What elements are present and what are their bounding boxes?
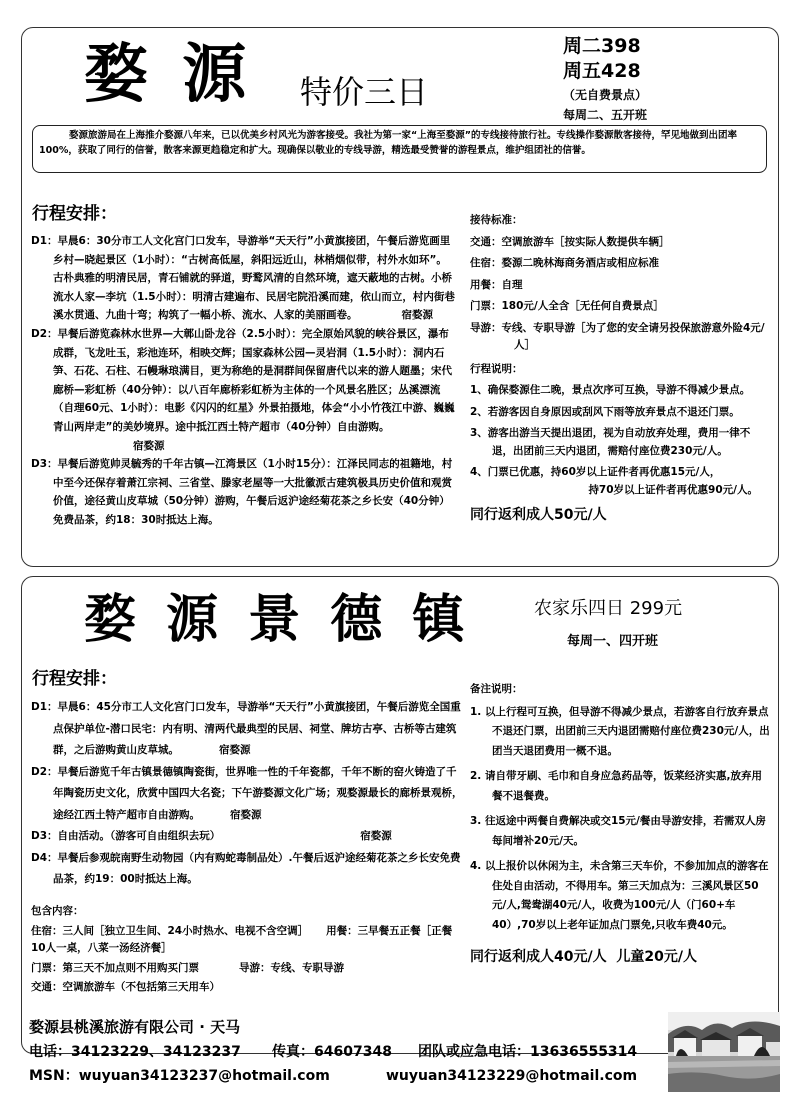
stay-line: 住宿：三人间［独立卫生间、24小时热水、电视不含空调］: [31, 924, 309, 937]
schedule-text: 每周二、五开班: [563, 108, 648, 122]
hotel-line: 住宿：婺源二晚林海商务酒店或相应标准: [470, 257, 659, 269]
day2-stay-2: 宿婺源: [230, 808, 262, 821]
day4-text-2: D4：早餐后参观皖南野生动物园（内有购蛇毒制品处）.午餐后返沪途经菊花茶之乡长安免费品茶，约19：00时抵达上海。: [31, 851, 461, 885]
email-contact[interactable]: wuyuan34123229@hotmail.com: [386, 1068, 638, 1084]
ticket-line: 门票：180元/人全含［无任何自费景点］: [470, 300, 664, 312]
schedule-text-2: 每周一、四开班: [567, 634, 659, 649]
day3-text-2: D3：自由活动。（游客可自由组织去玩）: [31, 830, 221, 842]
intro-paragraph: 婺源旅游局在上海推介婺源八年来，已以优美乡村风光为游客接受。我社为第一家“上海至婺源”的专线接待旅行社。专线操作婺源散客接待，罕见地做到出团率100%，获取了同行的信誉，散客来源更趋稳定和扩大。现确保以敬业的专线导游，精选最受赞誉的游程景点，维护组团社的信誉。: [32, 125, 767, 173]
remark-4: 4. 以上报价以休闲为主，未含第三天车价，不参加加点的游客在住处自由活动，不得用车。第三天加点为：三溪风景区50元/人,鸳鸯湖40元/人，收费为100元/人（门60+车40）,70岁以上老年证加点门票免,只收车费40元。: [470, 860, 769, 931]
day3-block-2: [31, 826, 463, 848]
day2-text-2: D2：早餐后游览千年古镇景德镇陶瓷街，世界唯一性的千年瓷都，千年不断的窑火铸造了千年陶瓷历史文化，欣赏中国四大名瓷；下午游婺源文化广场；观婺源最长的廊桥景观桥，途经江西土特产超市自由游购。: [31, 765, 463, 821]
day3-text: D3：早餐后游览帅灵毓秀的千年古镇—江湾景区（1小时15分）：江泽民同志的祖籍地，村中至今还保存着萧江宗祠、三省堂、滕家老屋等一大批徽派古建筑极具历史价值和观赏价值，途径黄山皮草城（50分钟）游购，午餐后返沪途经菊花茶之乡长安（40分钟）免费品茶，约18：30时抵达上海。: [31, 458, 453, 526]
meal-line-2: 用餐：三早餐五正餐［正餐10人一桌，八菜一汤经济餐］: [31, 924, 453, 954]
day1-text-2: D1：早晨6：45分市工人文化宫门口发车，导游举“天天行”小黄旗接团，午餐后游览全国重点保护单位-潜口民宅：内有明、清两代最典型的民居、祠堂、牌坊古亭、古桥等古建筑群，之后游购黄山皮草城。: [31, 701, 461, 756]
day2-block-2: [31, 762, 463, 827]
day1-block-2: [31, 697, 463, 762]
note-2: 2、若游客因自身原因或刮风下雨等放弃景点不退还门票。: [470, 405, 740, 418]
reception-section: [470, 212, 770, 525]
remark-1: 1. 以上行程可互换，但导游不得减少景点，若游客自行放弃景点不退还门票，出团前三天内退团需赔付座位费230元/人，出团当天退团费用一概不退。: [470, 705, 770, 757]
day1-block: [31, 232, 456, 325]
tour-subtitle: 特价三日: [300, 73, 429, 111]
transport-line-2: 交通：空调旅游车（不包括第三天用车）: [31, 981, 220, 993]
note-4-cont: 持70岁以上证件者再优惠90元/人。: [588, 483, 758, 496]
village-photo-graphic: [668, 1012, 780, 1092]
remark-3: 3. 往返途中两餐自费解决或交15元/餐由导游安排，若需双人房每间增补20元/天。: [470, 815, 766, 847]
itinerary-days-2: [31, 697, 463, 891]
day2-text: D2：早餐后游览森林水世界—大鄣山卧龙谷（2.5小时）：完全原始风貌的峡谷景区，瀑布成群，飞龙吐玉，彩池连环，相映交辉；国家森林公园—灵岩洞（1.5小时）：洞内石笋、石花、石柱、石幔琳琅满目，更为称绝的是洞群间保留唐代以来的游人题墨；宋代廊桥—彩虹桥（40分钟）：以八百年廊桥彩虹桥为主体的一个风景名胜区；丛溪漂流（自理60元、1小时）：电影《闪闪的红星》外景拍摄地，体会“小小竹筏江中游、巍巍青山两岸走”的美妙境界。途中抵江西土特产超市（40分钟）自由游购。: [31, 327, 455, 433]
note-1: 1、确保婺源住二晚，景点次序可互换，导游不得减少景点。: [470, 384, 751, 396]
msn-contact[interactable]: MSN：wuyuan34123237@hotmail.com: [29, 1068, 330, 1084]
emergency-phone: 团队或应急电话：13636555314: [418, 1044, 638, 1060]
price-friday: 周五428: [563, 60, 641, 82]
includes-title: 包含内容：: [31, 905, 84, 917]
itinerary-title: 行程安排：: [32, 204, 117, 224]
rebate-text: 同行返利成人50元/人: [470, 507, 607, 523]
remarks-title: 备注说明：: [470, 683, 523, 695]
includes-section: [31, 903, 463, 997]
phone-numbers: 电话：34123229、34123237: [29, 1044, 241, 1060]
day1-stay-2: 宿婺源: [219, 744, 251, 756]
rebate-text-2: 同行返利成人40元/人 儿童20元/人: [470, 949, 697, 965]
village-photo: [668, 1012, 780, 1092]
ticket-guide-line: [31, 960, 463, 978]
stay-meal-line: [31, 923, 463, 958]
itinerary-days: [31, 232, 456, 530]
ticket-line-2: 门票：第三天不加点则不用购买门票: [31, 961, 199, 974]
meal-line: 用餐：自理: [470, 278, 523, 291]
tour-ad-box-1: [21, 27, 779, 567]
wuyuan-jingdezhen-logo: 婺 源 景 德 镇: [84, 589, 471, 650]
remark-2: 2. 请自带牙刷、毛巾和自身应急药品等，饭菜经济实惠,放弃用餐不退餐费。: [470, 770, 762, 802]
guide-line-2: 导游：专线、专职导游: [239, 961, 344, 974]
itinerary-title-2: 行程安排：: [32, 669, 117, 689]
guide-line: 导游：专线、专职导游［为了您的安全请另投保旅游意外险4元/人］: [470, 321, 765, 351]
no-self-pay-note: （无自费景点）: [563, 88, 648, 102]
day2-stay: 宿婺源: [133, 439, 165, 452]
day1-stay: 宿婺源: [401, 309, 433, 322]
remarks-section: [470, 681, 770, 967]
note-3: 3、游客出游当天提出退团，视为自动放弃处理，费用一律不退，出团前三天内退团，需赔付座位费230元/人。: [470, 427, 751, 457]
day1-text: D1：早晨6：30分市工人文化宫门口发车，导游举“天天行”小黄旗接团，午餐后游览画里乡村—晓起景区（1小时）：“古树高低屋，斜阳远近山，林梢烟似带，村外水如环”。古朴典雅的明清民居，青石铺就的驿道，野鹜风清的自然环境，遮天蔽地的古树。小桥流水人家—李坑（1.5小时）：明清古建遍布、民居宅院沿溪而建，依山而立，村内街巷溪水贯通、九曲十弯；构筑了一幅小桥、流水、人家的美丽画卷。: [31, 235, 455, 322]
company-name: 婺源县桃溪旅游有限公司 · 天马: [29, 1018, 241, 1036]
note-4: 4、门票已优惠，持60岁以上证件者再优惠15元/人，: [470, 466, 721, 478]
tour-subtitle-2: 农家乐四日 299元: [534, 598, 683, 619]
reception-title: 接待标准：: [470, 214, 523, 226]
day2-block: [31, 325, 456, 455]
transport-line: 交通：空调旅游车［按实际人数提供车辆］: [470, 235, 670, 248]
tour-ad-box-2: [21, 576, 779, 1054]
day3-stay-2: 宿婺源: [360, 830, 392, 842]
price-tuesday: 周二398: [563, 35, 641, 57]
fax-number: 传真：64607348: [272, 1044, 392, 1060]
notes-title: 行程说明：: [470, 362, 523, 375]
wuyuan-logo: 婺 源: [84, 37, 253, 112]
